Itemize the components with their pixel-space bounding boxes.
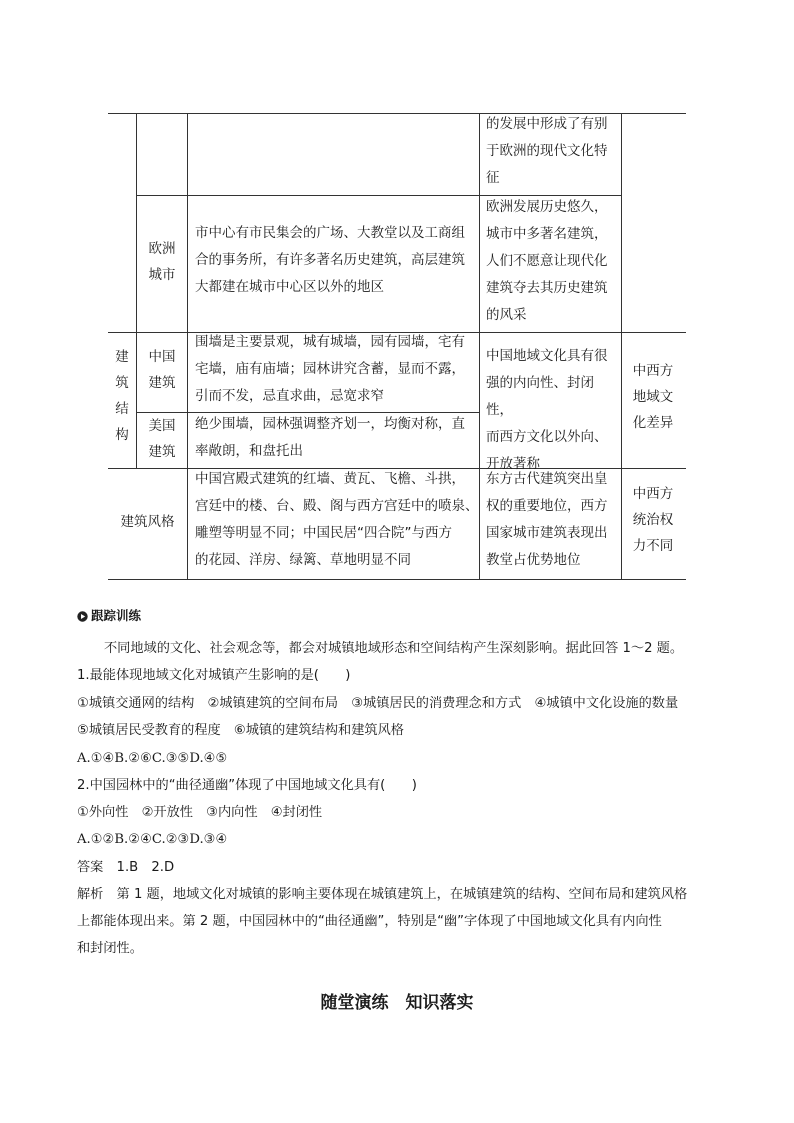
cell-desc-us: 绝少围墙，园林强调整齐划一，均衡对称，直 率敞朗，和盘托出 [195,416,465,459]
question-1-options-line2: ⑤城镇居民受教育的程度 ⑥城镇的建筑结构和建筑风格 [77,723,404,738]
answer-line: 答案 1.B 2.D [77,860,175,875]
practice-heading-text: 跟踪训练 [91,608,142,623]
cell-label-structure: 建 筑 结 构 [115,349,129,443]
question-2-choices: A.①②B.②④C.②③D.③④ [77,832,228,847]
cell-conclusion-style: 中西方 统治权 力不同 [632,486,674,554]
cell-reason-style: 东方古代建筑突出皇 权的重要地位，西方 国家城市建筑表现出 教堂占优势地位 [486,471,608,568]
question-2-stem: 2.中国园林中的“曲径通幽”体现了中国地域文化具有( ) [77,778,417,793]
cell-label-us: 美国 建筑 [148,418,176,460]
question-1-stem: 1.最能体现地域文化对城镇产生影响的是( ) [77,668,351,683]
play-circle-icon [77,610,88,621]
explanation-line-1: 解析 第 1 题，地域文化对城镇的影响主要体现在城镇建筑上，在城镇建筑的结构、空间布局和建筑风格 [77,887,688,902]
col-divider [479,113,480,580]
cell-label-china: 中国 建筑 [148,349,176,391]
question-1-choices: A.①④B.②⑥C.③⑤D.④⑤ [77,751,228,766]
section-title: 随堂演练 知识落实 [320,993,474,1013]
practice-intro: 不同地域的文化、社会观念等，都会对城镇地域形态和空间结构产生深刻影响。据此回答 1～2 题。 [104,641,684,656]
question-1-options-line1: ①城镇交通网的结构 ②城镇建筑的空间布局 ③城镇居民的消费理念和方式 ④城镇中文化设施的数量 [77,696,679,711]
cell-desc-style: 中国宫殿式建筑的红墙、黄瓦、飞檐、斗拱， 宫廷中的楼、台、殿、阁与西方宫廷中的喷泉、 雕塑等明显不同；中国民居“四合院”与西方 的花园、洋房、绿篱、草地明显不同 [195,471,479,568]
question-2-options: ①外向性 ②开放性 ③内向性 ④封闭性 [77,805,323,820]
cell-desc-europe: 市中心有市民集会的广场、大教堂以及工商组 合的事务所，有许多著名历史建筑，高层建筑 大都建在城市中心区以外的地区 [195,225,465,295]
cell-reason-europe: 欧洲发展历史悠久， 城市中多著名建筑， 人们不愿意让现代化 建筑夺去其历史建筑 的风采 [486,199,608,323]
cell-label-europe: 欧洲 城市 [148,241,176,283]
explanation-line-2: 上都能体现出来。第 2 题，中国园林中的“曲径通幽”，特别是“幽”字体现了中国地域文化具有内向性 [77,914,662,929]
table-bottom-border [108,579,686,580]
cell-reason-continued: 的发展中形成了有别 于欧洲的现代文化特 征 [486,116,608,186]
cell-reason-structure: 中国地域文化具有很 强的内向性、封闭性， 而西方文化以外向、 开放著称 [486,348,608,472]
practice-heading [77,606,141,624]
cell-label-style: 建筑风格 [120,514,175,530]
explanation-line-3: 和封闭性。 [77,941,143,956]
cell-desc-china: 围墙是主要景观，城有城墙，园有园墙，宅有 宅墙，庙有庙墙；园林讲究含蓄，显而不露， 引而不发，忌直求曲，忌宽求窄 [195,334,465,404]
cell-conclusion-structure: 中西方 地域文 化差异 [632,363,674,431]
col-divider [187,113,188,580]
